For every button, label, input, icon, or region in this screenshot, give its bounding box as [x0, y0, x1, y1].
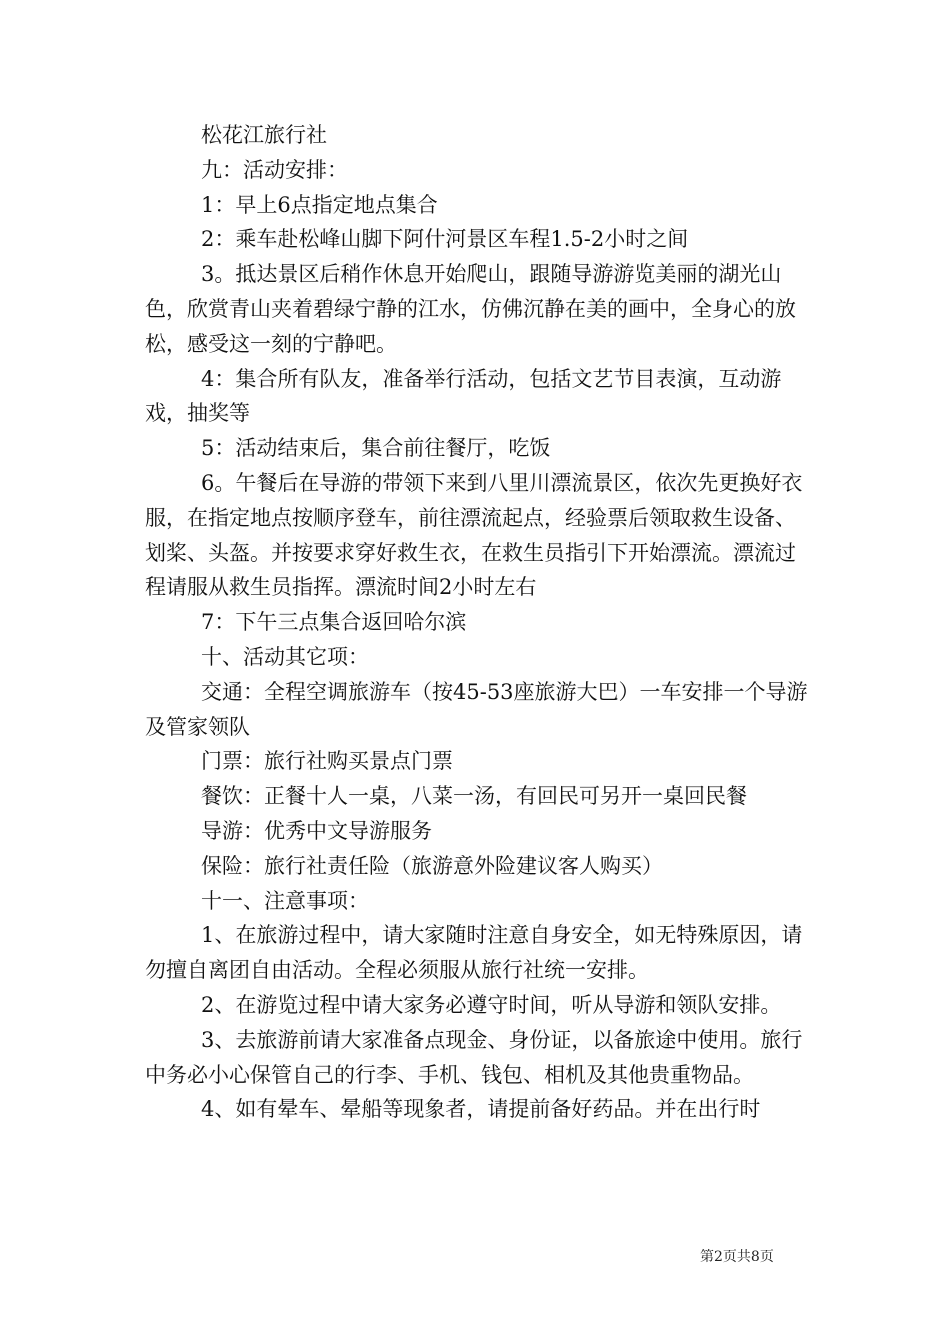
heading-notes: 十一、注意事项： — [201, 888, 369, 913]
note-item-3: 3、去旅游前请大家准备点现金、身份证，以备旅途中使用。旅行中务必小心保管自己的行李、手机、钱包、相机及其他贵重物品。 — [145, 1027, 803, 1087]
heading-other-items: 十、活动其它项： — [201, 644, 369, 669]
schedule-item-6: 6。午餐后在导游的带领下来到八里川漂流景区，依次先更换好衣服，在指定地点按顺序登车，前往漂流起点，经验票后领取救生设备、划桨、头盔。并按要求穿好救生衣，在救生员指引下开始漂流。漂流过程请服从救生员指挥。漂流时间2小时左右 — [145, 470, 803, 600]
heading-activity-schedule: 九：活动安排： — [201, 157, 348, 182]
item-tickets: 门票：旅行社购买景点门票 — [201, 749, 453, 774]
item-insurance: 保险：旅行社责任险（旅游意外险建议客人购买） — [201, 853, 663, 878]
item-guide: 导游：优秀中文导游服务 — [201, 818, 432, 843]
schedule-item-7: 7：下午三点集合返回哈尔滨 — [201, 610, 467, 635]
note-item-4: 4、如有晕车、晕船等现象者，请提前备好药品。并在出行时 — [201, 1097, 761, 1122]
schedule-item-2: 2：乘车赴松峰山脚下阿什河景区车程1.5-2小时之间 — [201, 227, 689, 252]
schedule-item-1: 1：早上6点指定地点集合 — [201, 192, 438, 217]
document-body — [145, 118, 813, 1127]
item-meals: 餐饮：正餐十人一桌，八菜一汤，有回民可另开一桌回民餐 — [201, 784, 747, 809]
page-number: 第2页共8页 — [700, 1249, 774, 1265]
note-item-1: 1、在旅游过程中，请大家随时注意自身安全，如无特殊原因，请勿擅自离团自由活动。全程必须服从旅行社统一安排。 — [145, 923, 803, 983]
schedule-item-4: 4：集合所有队友，准备举行活动，包括文艺节目表演，互动游戏，抽奖等 — [145, 366, 782, 426]
schedule-item-3: 3。抵达景区后稍作休息开始爬山，跟随导游游览美丽的湖光山色，欣赏青山夹着碧绿宁静的江水，仿佛沉静在美的画中，全身心的放松，感受这一刻的宁静吧。 — [145, 262, 796, 356]
item-transport: 交通：全程空调旅游车（按45-53座旅游大巴）一车安排一个导游及管家领队 — [145, 679, 808, 739]
paragraph-agency-name: 松花江旅行社 — [201, 123, 327, 147]
note-item-2: 2、在游览过程中请大家务必遵守时间，听从导游和领队安排。 — [201, 992, 782, 1017]
schedule-item-5: 5：活动结束后，集合前往餐厅，吃饭 — [201, 436, 551, 461]
